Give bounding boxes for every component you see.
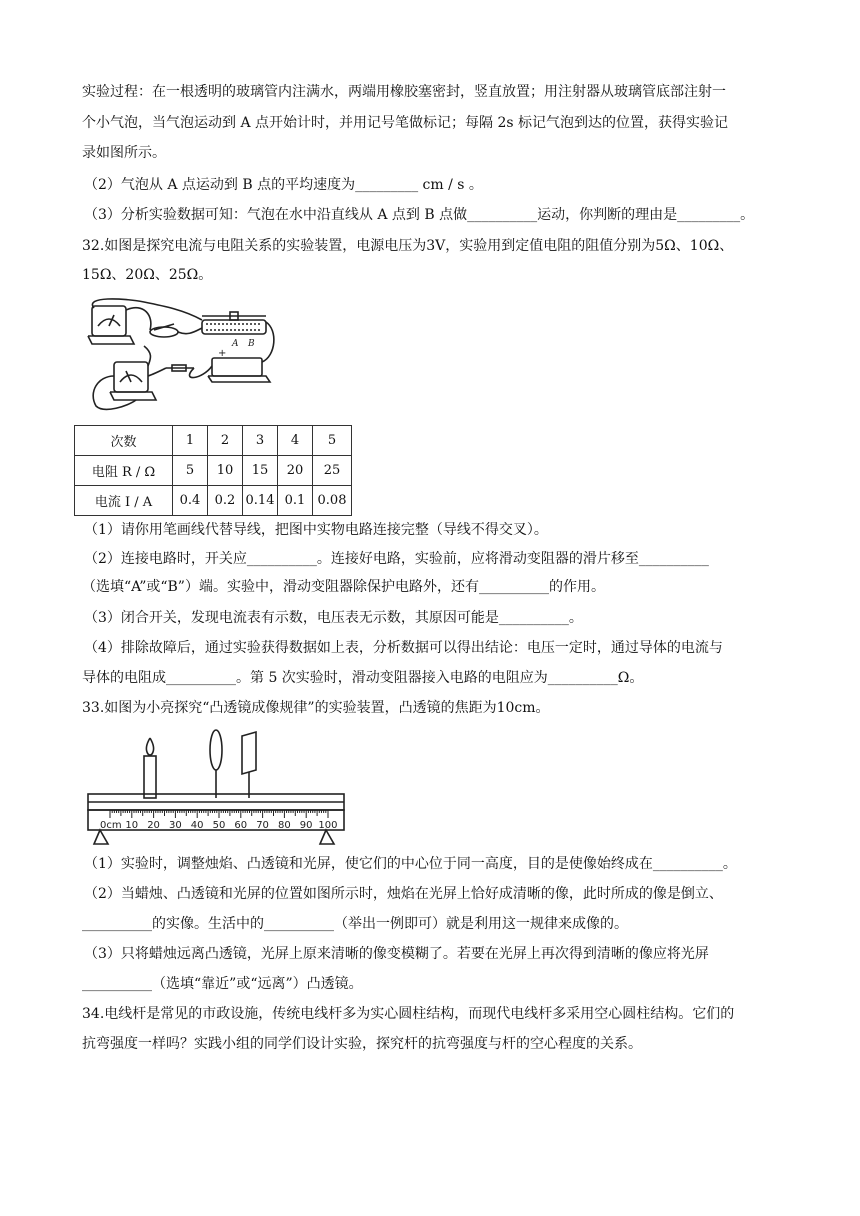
convex-lens-icon: [210, 730, 222, 770]
table-header-cell: 电阻 R / Ω: [75, 456, 173, 486]
table-header-cell: 次数: [75, 426, 173, 456]
ruler-label: 90: [299, 820, 313, 831]
ruler-label: 50: [212, 820, 226, 831]
switch-icon: [150, 327, 178, 337]
label-plus: +: [218, 348, 227, 359]
table-cell: 10: [208, 456, 243, 486]
ruler-label: 100: [318, 820, 338, 831]
label-b: B: [248, 339, 255, 349]
question-34-stem: 34.电线杆是常见的市政设施，传统电线杆多为实心圆柱结构，而现代电线杆多采用空心圆柱结构。它们的: [82, 1006, 735, 1022]
table-cell: 25: [313, 456, 352, 486]
question-32-4-cont: 导体的电阻成__________。第 5 次实验时，滑动变阻器接入电路的电阻应为__________Ω。: [82, 670, 644, 686]
optical-bench-diagram: [86, 728, 348, 846]
ruler-label: 10: [125, 820, 139, 831]
table-cell: 1: [173, 426, 208, 456]
table-cell: 3: [243, 426, 278, 456]
question-32-stem: 32.如图是探究电流与电阻关系的实验装置，电源电压为3V，实验用到定值电阻的阻值分别为5Ω、10Ω、: [82, 238, 734, 254]
circuit-diagram: [84, 296, 280, 416]
table-cell: 0.1: [278, 486, 313, 516]
ruler-label: 80: [278, 820, 291, 831]
rheostat-icon: [202, 320, 266, 334]
question-32-3: （3）闭合开关，发现电流表有示数，电压表无示数，其原因可能是__________。: [84, 610, 583, 626]
table-cell: 0.08: [313, 486, 352, 516]
label-a: A: [232, 339, 239, 349]
question-33-3-cont: __________（选填“靠近”或“远离”）凸透镜。: [82, 976, 363, 992]
table-cell: 5: [173, 456, 208, 486]
question-31-3: （3）分析实验数据可知：气泡在水中沿直线从 A 点到 B 点做__________运动，你判断的理由是_________。: [84, 207, 755, 223]
table-row: [75, 456, 352, 486]
table-cell: 0.2: [208, 486, 243, 516]
question-33-stem: 33.如图为小亮探究“凸透镜成像规律”的实验装置，凸透镜的焦距为10cm。: [82, 700, 550, 716]
question-32-2-cont: （选填“A”或“B”）端。实验中，滑动变阻器除保护电路外，还有__________的作用。: [82, 579, 605, 595]
question-32-1: （1）请你用笔画线代替导线，把图中实物电路连接完整（导线不得交叉）。: [84, 522, 548, 538]
question-33-3: （3）只将蜡烛远离凸透镜，光屏上原来清晰的像变模糊了。若要在光屏上再次得到清晰的像应将光屏: [84, 946, 709, 962]
table-row: [75, 486, 352, 516]
battery-icon: [212, 358, 262, 376]
ruler-label: 30: [169, 820, 182, 831]
question-34-stem-cont: 抗弯强度一样吗？实践小组的同学们设计实验，探究杆的抗弯强度与杆的空心程度的关系。: [82, 1036, 642, 1052]
table-header-cell: 电流 I / A: [75, 486, 173, 516]
ruler-label: 60: [234, 820, 248, 831]
ruler-label: 0cm: [100, 820, 122, 831]
table-cell: 4: [278, 426, 313, 456]
candle-icon: [144, 756, 156, 798]
table-row: [75, 426, 352, 456]
question-31-2: （2）气泡从 A 点运动到 B 点的平均速度为_________ cm / s 。: [84, 177, 483, 193]
question-33-2-cont: __________的实像。生活中的__________（举出一例即可）就是利用这一规律来成像的。: [82, 916, 628, 932]
ruler-label: 40: [190, 820, 204, 831]
question-33-2: （2）当蜡烛、凸透镜和光屏的位置如图所示时，烛焰在光屏上恰好成清晰的像，此时所成的像是倒立、: [84, 886, 723, 902]
table-cell: 20: [278, 456, 313, 486]
screen-icon: [242, 732, 256, 774]
voltmeter-icon: [92, 306, 126, 336]
ammeter-icon: [114, 362, 148, 392]
table-cell: 2: [208, 426, 243, 456]
question-32-4: （4）排除故障后，通过实验获得数据如上表，分析数据可以得出结论：电压一定时，通过导体的电流与: [84, 640, 723, 656]
table-cell: 15: [243, 456, 278, 486]
question-32-stem-cont: 15Ω、20Ω、25Ω。: [82, 267, 213, 283]
question-33-1: （1）实验时，调整烛焰、凸透镜和光屏，使它们的中心位于同一高度，目的是使像始终成在__________。: [84, 856, 737, 872]
text-line: 个小气泡，当气泡运动到 A 点开始计时，并用记号笔做标记；每隔 2s 标记气泡到达的位置，获得实验记: [82, 115, 729, 131]
text-line: 录如图所示。: [82, 145, 166, 161]
ruler-label: 70: [256, 820, 269, 831]
table-cell: 0.14: [243, 486, 278, 516]
question-32-2: （2）连接电路时，开关应__________。连接好电路，实验前，应将滑动变阻器的滑片移至__________: [84, 551, 709, 567]
data-table: [74, 425, 352, 516]
table-cell: 0.4: [173, 486, 208, 516]
text-line: 实验过程：在一根透明的玻璃管内注满水，两端用橡胶塞密封，竖直放置；用注射器从玻璃管底部注射一: [82, 84, 726, 100]
table-cell: 5: [313, 426, 352, 456]
ruler-label: 20: [147, 820, 160, 831]
